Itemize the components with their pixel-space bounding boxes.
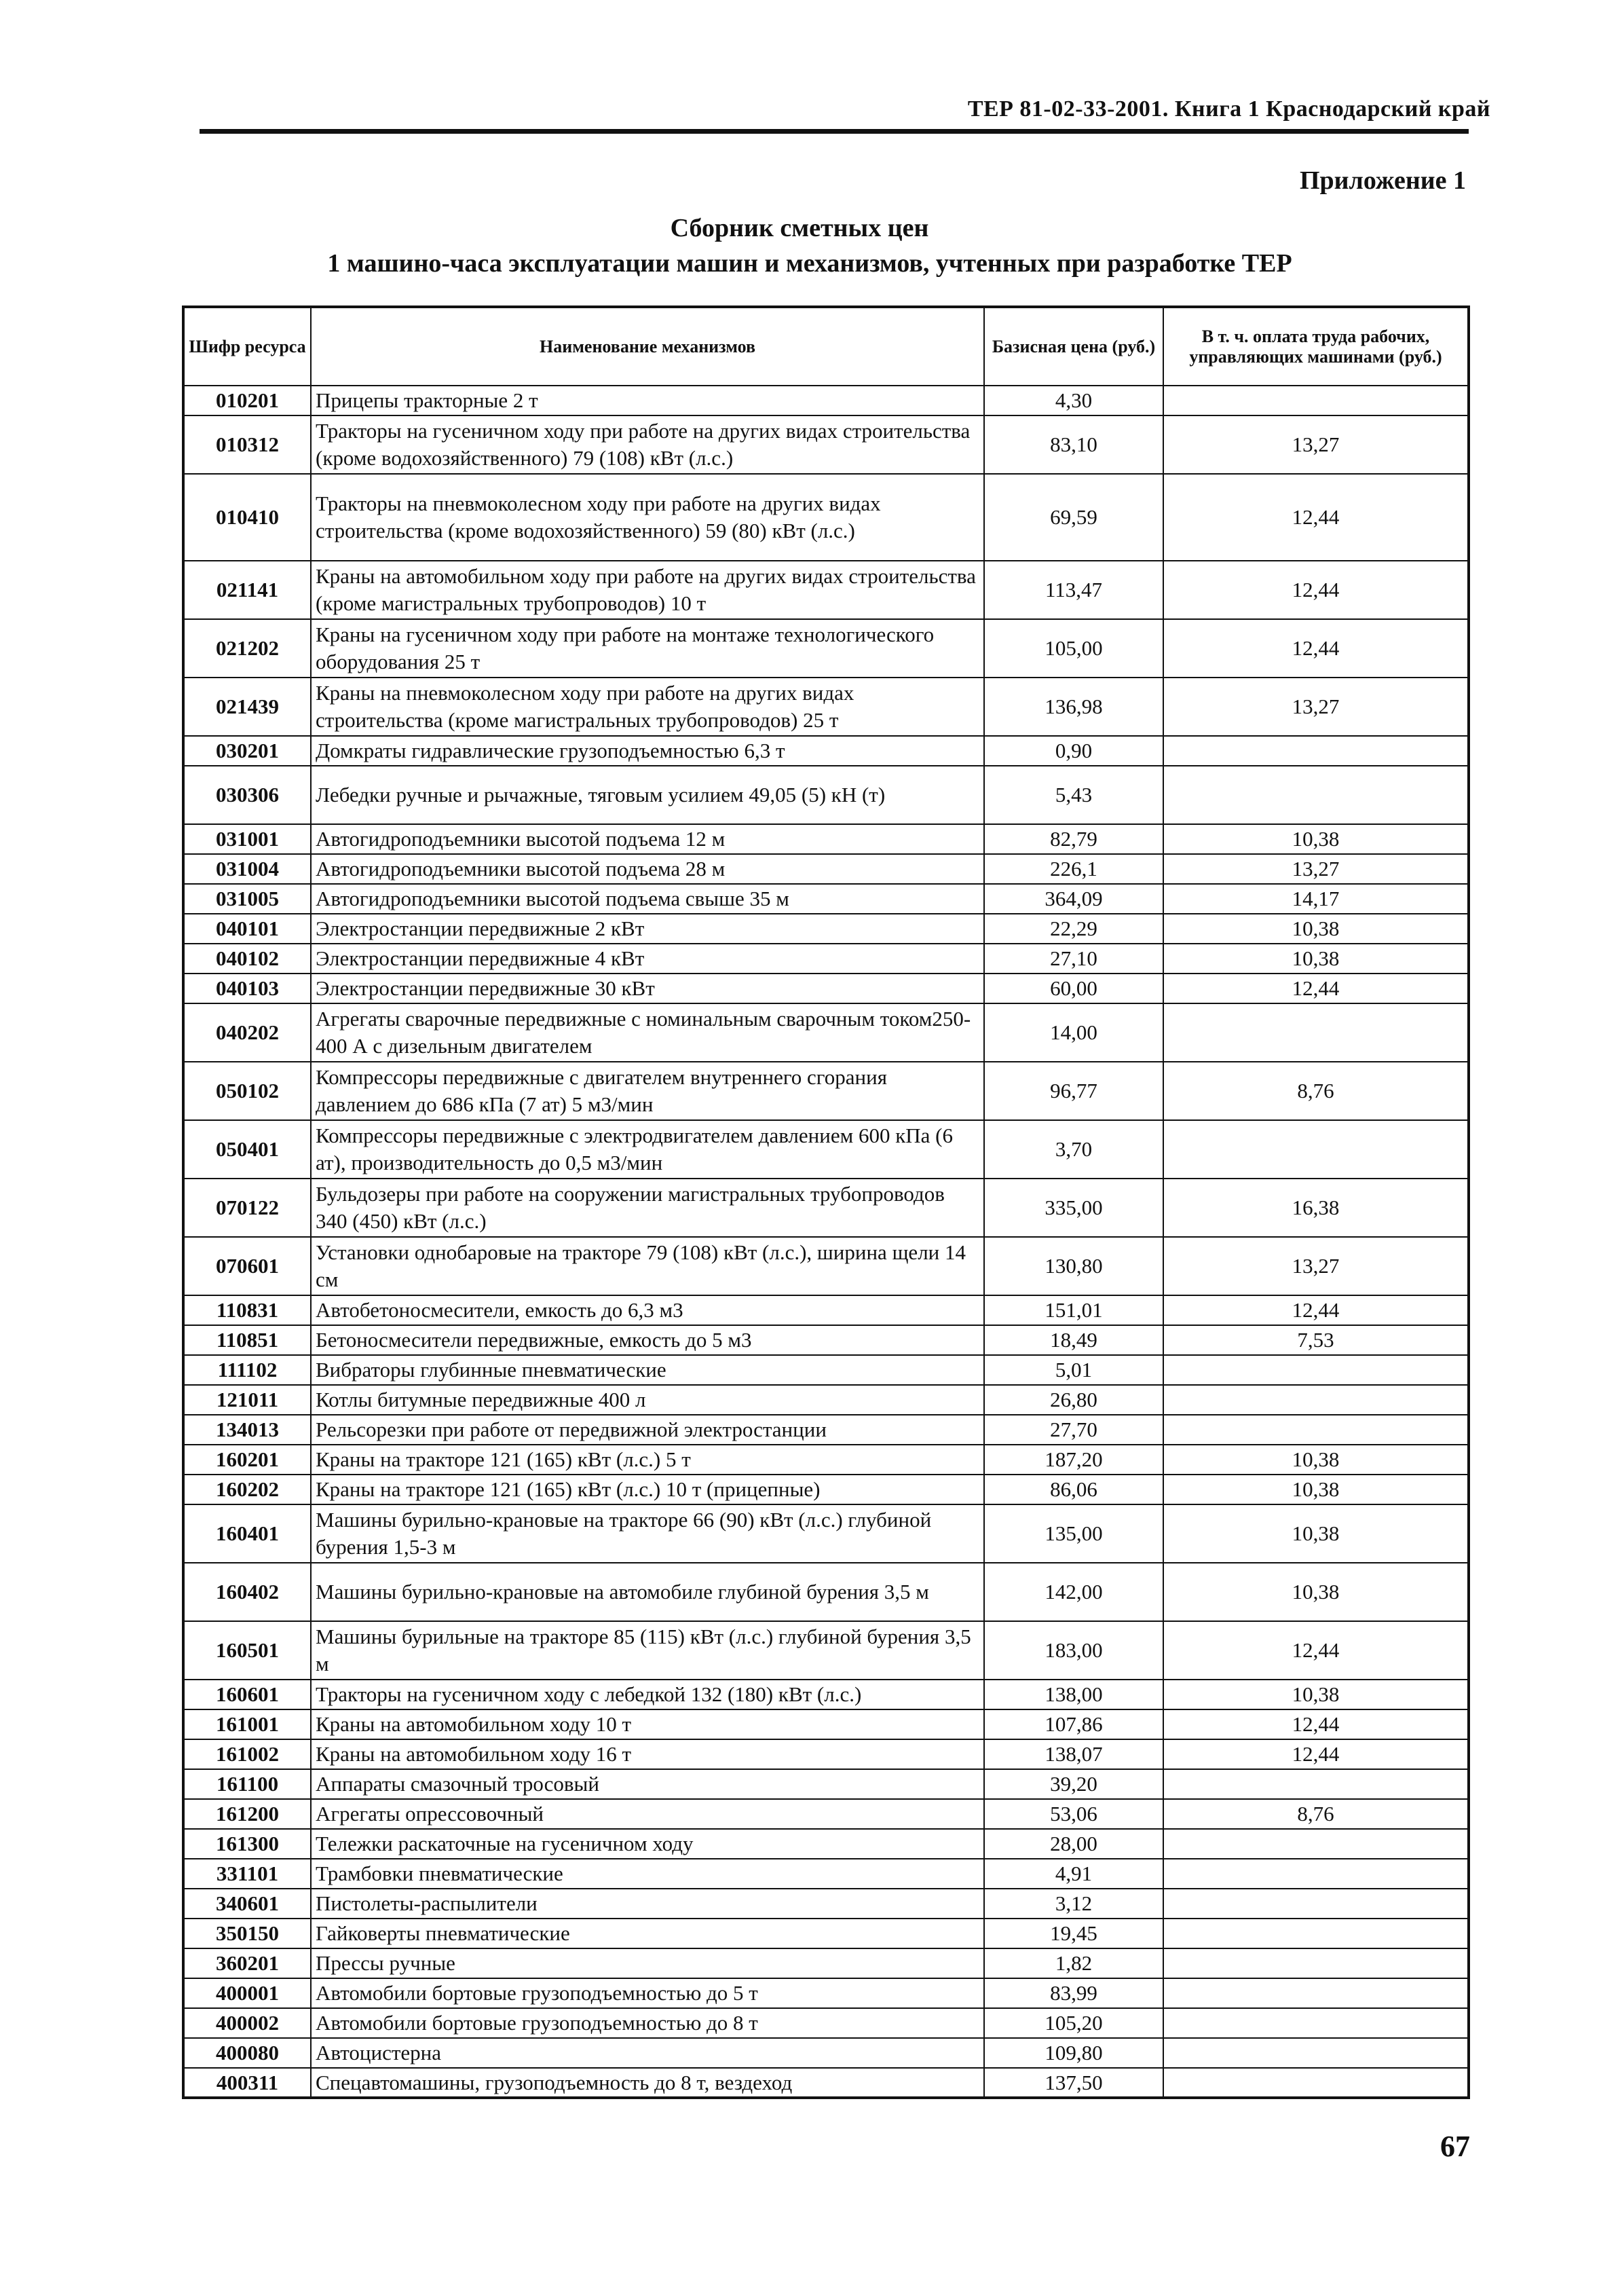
table-row <box>183 974 1469 1003</box>
cell-code: 350150 <box>183 1919 311 1948</box>
header-rule <box>200 129 1469 134</box>
cell-labor <box>1163 1889 1469 1919</box>
table-row <box>183 2068 1469 2098</box>
cell-price: 135,00 <box>984 1504 1163 1563</box>
table-row <box>183 854 1469 884</box>
cell-price: 107,86 <box>984 1709 1163 1739</box>
table-row <box>183 1355 1469 1385</box>
cell-name: Агрегаты сварочные передвижные с номинальным сварочным током250-400 А с дизельным двигателем <box>311 1003 984 1062</box>
cell-price: 27,10 <box>984 944 1163 974</box>
cell-code: 160201 <box>183 1445 311 1475</box>
cell-price: 60,00 <box>984 974 1163 1003</box>
cell-code: 031001 <box>183 824 311 854</box>
table-row <box>183 766 1469 824</box>
cell-price: 28,00 <box>984 1829 1163 1859</box>
cell-name: Спецавтомашины, грузоподъемность до 8 т, вездеход <box>311 2068 984 2098</box>
table-body <box>183 386 1469 2098</box>
cell-name: Автомобили бортовые грузоподъемностью до 5 т <box>311 1978 984 2008</box>
cell-code: 400002 <box>183 2008 311 2038</box>
cell-name: Компрессоры передвижные с двигателем внутреннего сгорания давлением до 686 кПа (7 ат) 5 м3/мин <box>311 1062 984 1120</box>
cell-labor: 10,38 <box>1163 914 1469 944</box>
cell-price: 53,06 <box>984 1799 1163 1829</box>
table-row <box>183 1948 1469 1978</box>
cell-price: 83,10 <box>984 415 1163 474</box>
cell-labor: 13,27 <box>1163 854 1469 884</box>
cell-name: Машины бурильно-крановые на тракторе 66 (90) кВт (л.с.) глубиной бурения 1,5-3 м <box>311 1504 984 1563</box>
cell-name: Лебедки ручные и рычажные, тяговым усилием 49,05 (5) кН (т) <box>311 766 984 824</box>
cell-code: 021202 <box>183 619 311 678</box>
running-header: ТЕР 81-02-33-2001. Книга 1 Краснодарский край <box>967 96 1490 122</box>
cell-code: 040102 <box>183 944 311 974</box>
cell-price: 22,29 <box>984 914 1163 944</box>
column-header-name: Наименование механизмов <box>311 307 984 386</box>
cell-price: 138,07 <box>984 1739 1163 1769</box>
appendix-label: Приложение 1 <box>1299 166 1466 195</box>
table-row <box>183 1475 1469 1504</box>
cell-price: 82,79 <box>984 824 1163 854</box>
cell-labor: 16,38 <box>1163 1179 1469 1237</box>
cell-labor <box>1163 1769 1469 1799</box>
cell-labor: 7,53 <box>1163 1325 1469 1355</box>
cell-price: 187,20 <box>984 1445 1163 1475</box>
table-row <box>183 1179 1469 1237</box>
table-row <box>183 914 1469 944</box>
cell-name: Тракторы на гусеничном ходу с лебедкой 132 (180) кВт (л.с.) <box>311 1680 984 1709</box>
column-header-code: Шифр ресурса <box>183 307 311 386</box>
table-row <box>183 2038 1469 2068</box>
cell-price: 136,98 <box>984 678 1163 736</box>
cell-code: 400001 <box>183 1978 311 2008</box>
table-row <box>183 1120 1469 1179</box>
cell-name: Автомобили бортовые грузоподъемностью до 8 т <box>311 2008 984 2038</box>
cell-price: 335,00 <box>984 1179 1163 1237</box>
table-row <box>183 1680 1469 1709</box>
cell-code: 134013 <box>183 1415 311 1445</box>
cell-code: 110851 <box>183 1325 311 1355</box>
cell-name: Электростанции передвижные 30 кВт <box>311 974 984 1003</box>
resource-price-table <box>182 305 1470 2099</box>
cell-name: Краны на автомобильном ходу 10 т <box>311 1709 984 1739</box>
cell-labor: 10,38 <box>1163 824 1469 854</box>
cell-code: 021141 <box>183 561 311 619</box>
cell-price: 4,91 <box>984 1859 1163 1889</box>
cell-name: Вибраторы глубинные пневматические <box>311 1355 984 1385</box>
cell-name: Автогидроподъемники высотой подъема свыше 35 м <box>311 884 984 914</box>
cell-price: 69,59 <box>984 474 1163 561</box>
cell-labor <box>1163 1355 1469 1385</box>
cell-labor: 10,38 <box>1163 1504 1469 1563</box>
table-row <box>183 1769 1469 1799</box>
cell-code: 040202 <box>183 1003 311 1062</box>
cell-name: Аппараты смазочный тросовый <box>311 1769 984 1799</box>
cell-labor: 13,27 <box>1163 678 1469 736</box>
table-row <box>183 561 1469 619</box>
cell-price: 1,82 <box>984 1948 1163 1978</box>
cell-labor: 13,27 <box>1163 415 1469 474</box>
cell-price: 138,00 <box>984 1680 1163 1709</box>
cell-labor <box>1163 386 1469 415</box>
cell-code: 050401 <box>183 1120 311 1179</box>
cell-price: 226,1 <box>984 854 1163 884</box>
cell-price: 3,12 <box>984 1889 1163 1919</box>
cell-name: Тележки раскаточные на гусеничном ходу <box>311 1829 984 1859</box>
document-subtitle: 1 машино-часа эксплуатации машин и механизмов, учтенных при разработке ТЕР <box>327 249 1292 278</box>
cell-code: 010201 <box>183 386 311 415</box>
cell-labor: 14,17 <box>1163 884 1469 914</box>
cell-price: 151,01 <box>984 1295 1163 1325</box>
cell-price: 364,09 <box>984 884 1163 914</box>
cell-labor <box>1163 1948 1469 1978</box>
document-title: Сборник сметных цен <box>670 214 929 242</box>
cell-labor <box>1163 1859 1469 1889</box>
cell-name: Краны на пневмоколесном ходу при работе на других видах строительства (кроме магистральных трубопроводов) 25 т <box>311 678 984 736</box>
table-row <box>183 1003 1469 1062</box>
cell-code: 160402 <box>183 1563 311 1621</box>
cell-name: Установки однобаровые на тракторе 79 (108) кВт (л.с.), ширина щели 14 см <box>311 1237 984 1295</box>
table-row <box>183 1889 1469 1919</box>
cell-labor <box>1163 1385 1469 1415</box>
table-row <box>183 678 1469 736</box>
cell-name: Котлы битумные передвижные 400 л <box>311 1385 984 1415</box>
cell-name: Бетоносмесители передвижные, емкость до 5 м3 <box>311 1325 984 1355</box>
cell-labor: 12,44 <box>1163 619 1469 678</box>
cell-price: 105,20 <box>984 2008 1163 2038</box>
cell-name: Агрегаты опрессовочный <box>311 1799 984 1829</box>
cell-labor: 10,38 <box>1163 1680 1469 1709</box>
cell-name: Краны на автомобильном ходу 16 т <box>311 1739 984 1769</box>
table-row <box>183 619 1469 678</box>
cell-code: 161001 <box>183 1709 311 1739</box>
page-number: 67 <box>1440 2130 1470 2163</box>
cell-labor: 10,38 <box>1163 944 1469 974</box>
table-row <box>183 386 1469 415</box>
cell-name: Автобетоносмесители, емкость до 6,3 м3 <box>311 1295 984 1325</box>
cell-price: 142,00 <box>984 1563 1163 1621</box>
cell-code: 161300 <box>183 1829 311 1859</box>
cell-name: Гайковерты пневматические <box>311 1919 984 1948</box>
cell-code: 340601 <box>183 1889 311 1919</box>
cell-labor: 12,44 <box>1163 974 1469 1003</box>
cell-labor: 12,44 <box>1163 474 1469 561</box>
cell-labor: 8,76 <box>1163 1799 1469 1829</box>
table-row <box>183 884 1469 914</box>
table-row <box>183 1978 1469 2008</box>
cell-price: 130,80 <box>984 1237 1163 1295</box>
table-row <box>183 1415 1469 1445</box>
cell-code: 160202 <box>183 1475 311 1504</box>
cell-price: 27,70 <box>984 1415 1163 1445</box>
cell-labor: 10,38 <box>1163 1563 1469 1621</box>
cell-price: 19,45 <box>984 1919 1163 1948</box>
cell-name: Электростанции передвижные 2 кВт <box>311 914 984 944</box>
table-row <box>183 1325 1469 1355</box>
cell-labor: 12,44 <box>1163 1709 1469 1739</box>
cell-name: Рельсорезки при работе от передвижной электростанции <box>311 1415 984 1445</box>
cell-price: 137,50 <box>984 2068 1163 2098</box>
cell-name: Автогидроподъемники высотой подъема 12 м <box>311 824 984 854</box>
cell-code: 111102 <box>183 1355 311 1385</box>
cell-labor <box>1163 1919 1469 1948</box>
cell-price: 4,30 <box>984 386 1163 415</box>
cell-code: 050102 <box>183 1062 311 1120</box>
cell-labor <box>1163 1978 1469 2008</box>
cell-code: 021439 <box>183 678 311 736</box>
cell-labor <box>1163 2008 1469 2038</box>
table-row <box>183 1563 1469 1621</box>
cell-price: 86,06 <box>984 1475 1163 1504</box>
cell-name: Машины бурильно-крановые на автомобиле глубиной бурения 3,5 м <box>311 1563 984 1621</box>
cell-labor <box>1163 766 1469 824</box>
table-row <box>183 1445 1469 1475</box>
table-row <box>183 1237 1469 1295</box>
table-row <box>183 1859 1469 1889</box>
cell-price: 18,49 <box>984 1325 1163 1355</box>
cell-code: 040103 <box>183 974 311 1003</box>
table-row <box>183 1919 1469 1948</box>
cell-code: 160401 <box>183 1504 311 1563</box>
cell-code: 400311 <box>183 2068 311 2098</box>
cell-labor <box>1163 2068 1469 2098</box>
cell-labor: 10,38 <box>1163 1445 1469 1475</box>
cell-name: Трамбовки пневматические <box>311 1859 984 1889</box>
cell-name: Тракторы на гусеничном ходу при работе на других видах строительства (кроме водохозяйственного) 79 (108) кВт (л.с.) <box>311 415 984 474</box>
cell-labor <box>1163 2038 1469 2068</box>
cell-code: 030201 <box>183 736 311 766</box>
cell-labor <box>1163 1003 1469 1062</box>
cell-name: Краны на тракторе 121 (165) кВт (л.с.) 10 т (прицепные) <box>311 1475 984 1504</box>
table-row <box>183 1621 1469 1680</box>
cell-price: 96,77 <box>984 1062 1163 1120</box>
table-row <box>183 1829 1469 1859</box>
table-row <box>183 2008 1469 2038</box>
cell-labor: 12,44 <box>1163 1621 1469 1680</box>
cell-code: 161200 <box>183 1799 311 1829</box>
cell-price: 26,80 <box>984 1385 1163 1415</box>
cell-code: 030306 <box>183 766 311 824</box>
cell-price: 183,00 <box>984 1621 1163 1680</box>
column-header-price: Базисная цена (руб.) <box>984 307 1163 386</box>
cell-code: 010312 <box>183 415 311 474</box>
table-row <box>183 824 1469 854</box>
cell-labor: 10,38 <box>1163 1475 1469 1504</box>
table-row <box>183 736 1469 766</box>
column-header-labor: В т. ч. оплата труда рабочих, управляющих машинами (руб.) <box>1163 307 1469 386</box>
cell-code: 010410 <box>183 474 311 561</box>
cell-name: Краны на гусеничном ходу при работе на монтаже технологического оборудования 25 т <box>311 619 984 678</box>
cell-price: 5,43 <box>984 766 1163 824</box>
table-row <box>183 1504 1469 1563</box>
cell-labor: 8,76 <box>1163 1062 1469 1120</box>
cell-code: 160601 <box>183 1680 311 1709</box>
table-row <box>183 474 1469 561</box>
cell-code: 070601 <box>183 1237 311 1295</box>
cell-code: 331101 <box>183 1859 311 1889</box>
cell-name: Прицепы тракторные 2 т <box>311 386 984 415</box>
cell-code: 400080 <box>183 2038 311 2068</box>
cell-code: 031005 <box>183 884 311 914</box>
table-row <box>183 1799 1469 1829</box>
cell-name: Автогидроподъемники высотой подъема 28 м <box>311 854 984 884</box>
cell-name: Компрессоры передвижные с электродвигателем давлением 600 кПа (6 ат), производительность до 0,5 м3/мин <box>311 1120 984 1179</box>
table-row <box>183 1385 1469 1415</box>
cell-name: Краны на тракторе 121 (165) кВт (л.с.) 5 т <box>311 1445 984 1475</box>
cell-code: 161100 <box>183 1769 311 1799</box>
table-row <box>183 1739 1469 1769</box>
cell-code: 160501 <box>183 1621 311 1680</box>
cell-name: Краны на автомобильном ходу при работе на других видах строительства (кроме магистральных трубопроводов) 10 т <box>311 561 984 619</box>
table-row <box>183 944 1469 974</box>
cell-labor <box>1163 1829 1469 1859</box>
cell-code: 031004 <box>183 854 311 884</box>
cell-price: 113,47 <box>984 561 1163 619</box>
table-row <box>183 1062 1469 1120</box>
cell-price: 3,70 <box>984 1120 1163 1179</box>
cell-price: 105,00 <box>984 619 1163 678</box>
cell-price: 39,20 <box>984 1769 1163 1799</box>
cell-code: 040101 <box>183 914 311 944</box>
table-row <box>183 415 1469 474</box>
cell-price: 83,99 <box>984 1978 1163 2008</box>
cell-labor: 12,44 <box>1163 561 1469 619</box>
cell-labor <box>1163 1120 1469 1179</box>
cell-code: 121011 <box>183 1385 311 1415</box>
cell-code: 161002 <box>183 1739 311 1769</box>
cell-labor: 12,44 <box>1163 1739 1469 1769</box>
table-row <box>183 1295 1469 1325</box>
table-header-row <box>183 307 1469 386</box>
cell-name: Бульдозеры при работе на сооружении магистральных трубопроводов 340 (450) кВт (л.с.) <box>311 1179 984 1237</box>
cell-name: Машины бурильные на тракторе 85 (115) кВт (л.с.) глубиной бурения 3,5 м <box>311 1621 984 1680</box>
cell-name: Тракторы на пневмоколесном ходу при работе на других видах строительства (кроме водохозяйственного) 59 (80) кВт (л.с.) <box>311 474 984 561</box>
cell-name: Прессы ручные <box>311 1948 984 1978</box>
cell-price: 5,01 <box>984 1355 1163 1385</box>
cell-price: 14,00 <box>984 1003 1163 1062</box>
cell-labor: 12,44 <box>1163 1295 1469 1325</box>
table-row <box>183 1709 1469 1739</box>
cell-code: 070122 <box>183 1179 311 1237</box>
cell-code: 110831 <box>183 1295 311 1325</box>
cell-code: 360201 <box>183 1948 311 1978</box>
cell-price: 109,80 <box>984 2038 1163 2068</box>
cell-labor <box>1163 736 1469 766</box>
cell-name: Автоцистерна <box>311 2038 984 2068</box>
cell-labor <box>1163 1415 1469 1445</box>
cell-price: 0,90 <box>984 736 1163 766</box>
cell-name: Электростанции передвижные 4 кВт <box>311 944 984 974</box>
cell-labor: 13,27 <box>1163 1237 1469 1295</box>
cell-name: Домкраты гидравлические грузоподъемностью 6,3 т <box>311 736 984 766</box>
cell-name: Пистолеты-распылители <box>311 1889 984 1919</box>
